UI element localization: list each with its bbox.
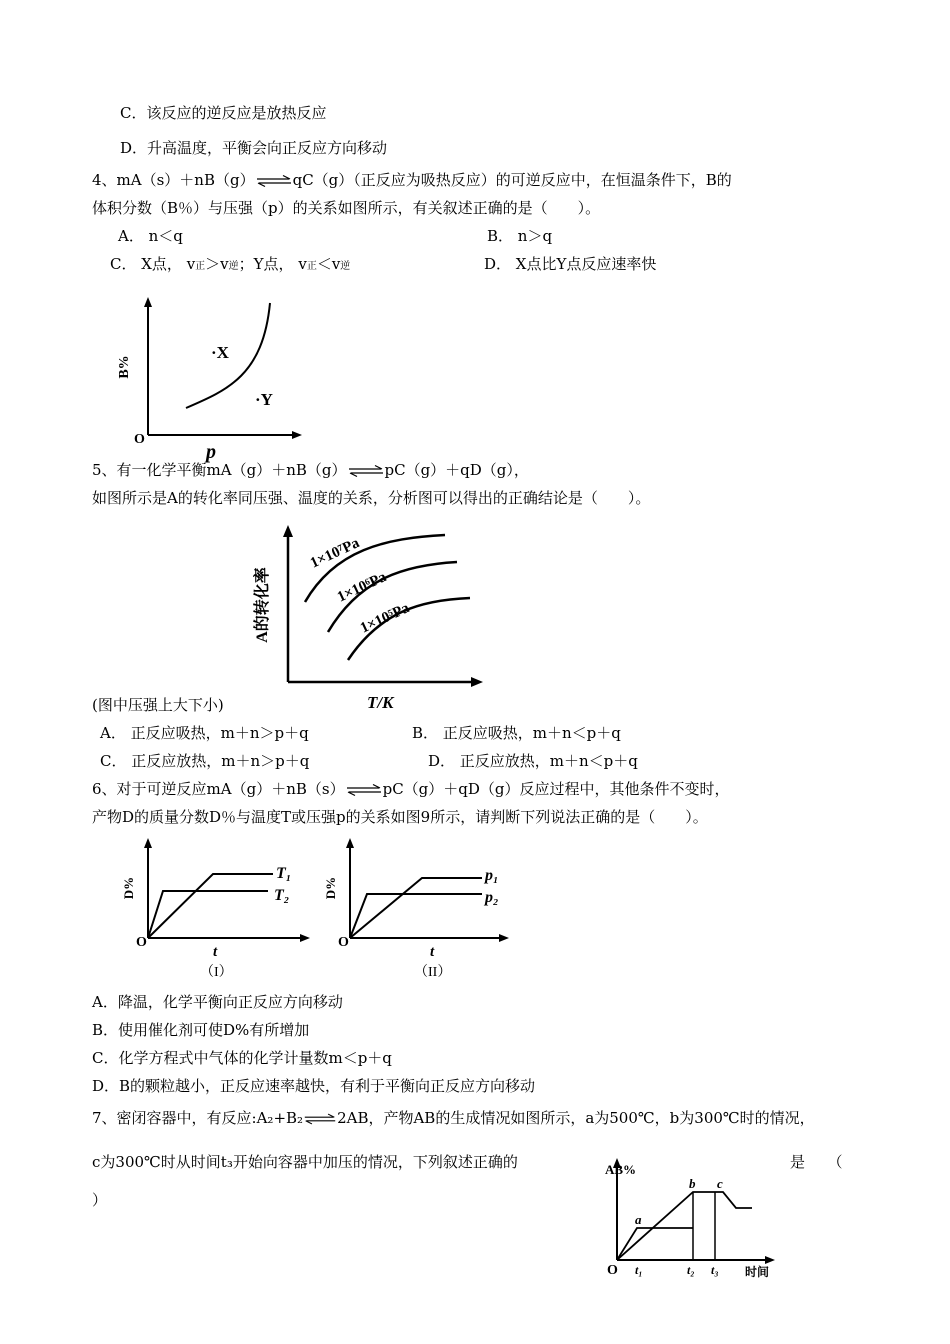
x-axis-label: t xyxy=(430,944,435,960)
y-axis-label: AB% xyxy=(605,1162,637,1177)
point-c-label: c xyxy=(717,1176,723,1191)
q4-option-c-text3: ；Y点， v xyxy=(238,255,307,273)
origin-label: O xyxy=(136,935,147,950)
x-axis-label: T/K xyxy=(367,693,394,712)
q4-stem-line1 xyxy=(92,170,732,190)
q4-stem-part1: 4、mA（s）＋nB（g） xyxy=(92,171,255,189)
x-axis-arrow-icon xyxy=(499,934,509,942)
q7-stem-part1: 7、密闭容器中，有反应:A₂+B₂ xyxy=(92,1109,304,1127)
q6-option-d: D．B的颗粒越小，正反应速率越快，有利于平衡向正反应方向移动 xyxy=(92,1077,536,1095)
q4-option-c-text4: ＜v xyxy=(316,255,341,273)
point-x-label: ·X xyxy=(211,343,229,362)
curve-label-1e5: 1×10⁵Pa xyxy=(357,600,413,637)
q4-option-a: A． n＜q xyxy=(118,227,183,245)
curve-label-1e6: 1×10⁶Pa xyxy=(334,569,390,606)
point-b-label: b xyxy=(689,1176,696,1191)
origin-label: O xyxy=(607,1263,618,1278)
x-axis-arrow-icon xyxy=(300,934,310,942)
q5-option-a: A． 正反应吸热，m＋n＞p＋q xyxy=(100,724,309,742)
x-axis-arrow-icon xyxy=(765,1256,775,1264)
q6-stem-part1: 6、对于可逆反应mA（g）＋nB（s） xyxy=(92,780,345,798)
q4-option-b: B． n＞q xyxy=(487,227,553,245)
label-p1: p₁ xyxy=(485,867,499,884)
q4-chart xyxy=(108,295,308,463)
q5-option-d: D． 正反应放热，m＋n＜p＋q xyxy=(428,752,638,770)
equilibrium-arrow-icon xyxy=(347,465,385,477)
y-axis-arrow-icon xyxy=(144,838,152,848)
q5-stem-line1 xyxy=(92,460,529,480)
y-axis-label: A的转化率 xyxy=(254,567,271,643)
q6-option-b: B．使用催化剂可使D%有所增加 xyxy=(92,1021,310,1039)
line-t2 xyxy=(148,891,268,938)
subscript-ni: 逆 xyxy=(228,261,239,272)
q4-option-c xyxy=(110,254,350,277)
q7-chart xyxy=(597,1152,787,1277)
label-t1: T₁ xyxy=(276,865,292,882)
q4-option-c-text1: C． X点， v xyxy=(110,255,196,273)
label-t2: T₂ xyxy=(274,887,290,904)
q5-stem-part1: 5、有一化学平衡mA（g）＋nB（g） xyxy=(92,461,347,479)
q7-stem-line3: ） xyxy=(92,1191,108,1209)
q5-chart xyxy=(245,520,495,715)
y-axis-label: D% xyxy=(121,876,136,900)
x-axis-label: 时间 xyxy=(745,1265,770,1279)
q4-option-c-text2: ＞v xyxy=(205,255,229,273)
q5-note: (图中压强上大下小) xyxy=(92,696,224,714)
q5-option-c: C． 正反应放热，m＋n＞p＋q xyxy=(100,752,310,770)
subscript-ni: 逆 xyxy=(340,261,351,272)
q6-chart-1 xyxy=(118,836,318,986)
equilibrium-arrow-icon xyxy=(345,784,383,796)
tick-t1: t₁ xyxy=(635,1263,643,1277)
q4-option-d: D． X点比Y点反应速率快 xyxy=(484,255,657,273)
q4-stem-line2: 体积分数（B％）与压强（p）的关系如图所示，有关叙述正确的是（ ）。 xyxy=(92,199,601,217)
origin-label: O xyxy=(134,432,145,447)
line-p2 xyxy=(350,894,482,938)
q7-stem-line2-tail: 是 （ xyxy=(790,1153,843,1171)
line-t1 xyxy=(148,874,273,938)
label-p2: p₂ xyxy=(485,889,499,906)
q6-stem-line1 xyxy=(92,779,730,799)
equilibrium-arrow-icon xyxy=(303,1113,337,1125)
caption: （II） xyxy=(414,965,452,980)
caption: （I） xyxy=(200,965,233,980)
q3-option-d: D．升高温度，平衡会向正反应方向移动 xyxy=(120,139,388,157)
subscript-zheng: 正 xyxy=(195,261,206,272)
q5-stem-part2: pC（g）＋qD（g）， xyxy=(384,461,529,479)
q7-stem-part2: 2AB，产物AB的生成情况如图所示，a为500℃，b为300℃时的情况， xyxy=(337,1109,815,1127)
q5-stem-line2: 如图所示是A的转化率同压强、温度的关系，分析图可以得出的正确结论是（ ）。 xyxy=(92,489,651,507)
q7-stem-line1 xyxy=(92,1108,815,1128)
equilibrium-arrow-icon xyxy=(255,175,293,187)
q7-stem-line2: c为300℃时从时间t₃开始向容器中加压的情况，下列叙述正确的 xyxy=(92,1153,518,1171)
q3-option-c: C．该反应的逆反应是放热反应 xyxy=(120,104,327,122)
tick-t2: t₂ xyxy=(687,1263,695,1277)
y-axis-label: B% xyxy=(117,355,132,379)
line-p1 xyxy=(350,878,482,938)
q6-option-a: A．降温，化学平衡向正反应方向移动 xyxy=(92,993,343,1011)
q5-option-b: B． 正反应吸热，m＋n＜p＋q xyxy=(412,724,621,742)
origin-label: O xyxy=(338,935,349,950)
q6-chart-2 xyxy=(322,836,522,986)
y-axis-arrow-icon xyxy=(283,525,293,537)
point-a-label: a xyxy=(635,1212,642,1227)
y-axis-label: D% xyxy=(323,876,338,900)
q6-option-c: C．化学方程式中气体的化学计量数m＜p＋q xyxy=(92,1049,392,1067)
point-y-label: ·Y xyxy=(255,390,273,409)
tick-t3: t₃ xyxy=(711,1263,719,1277)
q4-stem-part2: qC（g）（正反应为吸热反应）的可逆反应中，在恒温条件下，B的 xyxy=(292,171,732,189)
subscript-zheng: 正 xyxy=(306,261,317,272)
y-axis-arrow-icon xyxy=(144,297,152,307)
y-axis-arrow-icon xyxy=(346,838,354,848)
curve-high-pressure xyxy=(305,535,445,602)
q6-stem-line2: 产物D的质量分数D％与温度T或压强p的关系如图9所示，请判断下列说法正确的是（ ）。 xyxy=(92,808,708,826)
x-axis-arrow-icon xyxy=(292,431,302,439)
x-axis-label: t xyxy=(213,944,218,960)
line-a xyxy=(617,1228,693,1260)
curve-label-1e7: 1×10⁷Pa xyxy=(307,535,363,572)
x-axis-arrow-icon xyxy=(471,677,483,687)
q6-stem-part2: pC（g）＋qD（g）反应过程中，其他条件不变时， xyxy=(382,780,730,798)
x-axis-label: p xyxy=(206,441,216,463)
